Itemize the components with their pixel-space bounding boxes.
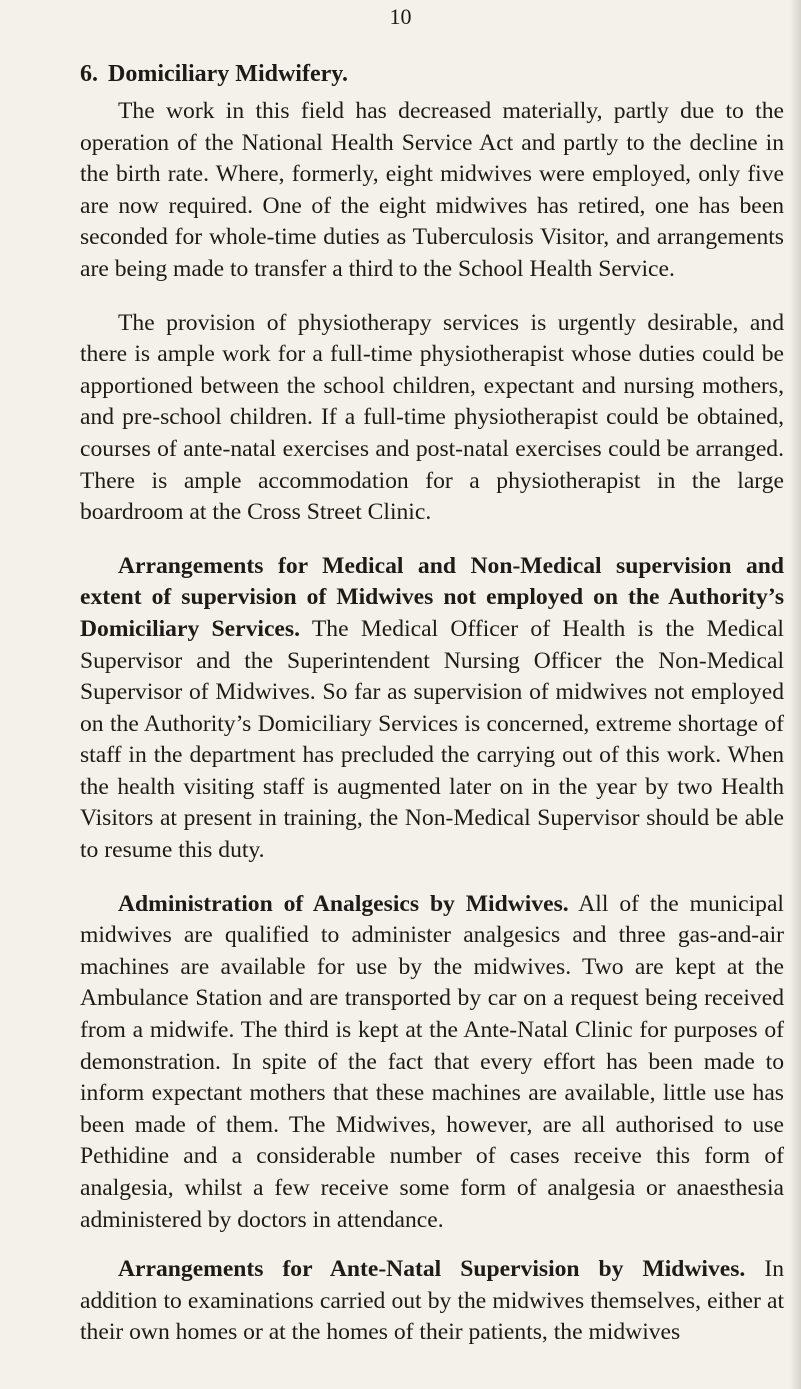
- supervision-body: The Medical Officer of Health is the Medical Supervisor and the Superintendent Nursing Officer the Non-Medical Supervisor of Midwives. So far as supervision of midwives not employed on the Authority’s Domiciliary Services is concerned, extreme shortage of staff in the department has precluded the carrying out of this work. When the health visiting staff is augmented later on in the year by two Health Visitors at present in training, the Non-Medical Supervisor should be able to resume this duty.: [80, 615, 784, 864]
- antenatal-body: In addition to examinations carried out by the midwives themselves, either at their own homes or at the homes of their patients, the midwives: [80, 1256, 784, 1346]
- paragraph-analgesics: [80, 889, 784, 1237]
- page-content: [80, 58, 784, 1349]
- paragraph-antenatal: [80, 1254, 784, 1349]
- supervision-heading: Arrangements for Medical and Non-Medical supervision and extent of supervision of Midwives not employed on the Authority’s Domiciliary Services.: [80, 552, 784, 642]
- paragraph-physiotherapy: The provision of physiotherapy services is urgently desirable, and there is ample work for a full-time physiotherapist whose duties could be apportioned between the school children, expectant and nursing mothers, and pre-school children. If a full-time physiotherapist could be obtained, courses of ante-natal exercises and post-natal exercises could be arranged. There is ample accommodation for a physiotherapist in the large boardroom at the Cross Street Clinic.: [80, 309, 784, 526]
- page-edge-shadow: [789, 0, 801, 1389]
- section-title: Domiciliary Midwifery.: [108, 61, 348, 87]
- paragraph-midwives-decrease: The work in this field has decreased materially, partly due to the operation of the National Health Service Act and partly to the decline in the birth rate. Where, formerly, eight midwives were employed, only five are now required. One of the eight midwives has retired, one has been seconded for whole-time duties as Tuberculosis Visitor, and arrangements are being made to transfer a third to the School Health Service.: [80, 98, 784, 282]
- antenatal-heading: Arrangements for Ante-Natal Supervision by Midwives.: [118, 1256, 746, 1283]
- page-number: 10: [389, 4, 412, 29]
- analgesics-body: All of the municipal midwives are qualified to administer analgesics and three gas-and-air machines are available for use by the midwives. Two are kept at the Ambulance Station and are transported by car on a request being received from a midwife. The third is kept at the Ante-Natal Clinic for purposes of demonstration. In spite of the fact that every effort has been made to inform expectant mothers that these machines are available, little use has been made of them. The Midwives, however, are all authorised to use Pethidine and a considerable number of cases receive this form of analgesia, whilst a few receive some form of analgesia or anaesthesia administered by doctors in attendance.: [80, 890, 784, 1233]
- analgesics-heading: Administration of Analgesics by Midwives.: [118, 890, 569, 917]
- section-number: 6.: [80, 61, 98, 87]
- section-heading-domiciliary-midwifery: [80, 58, 784, 90]
- paragraph-supervision: [80, 551, 784, 867]
